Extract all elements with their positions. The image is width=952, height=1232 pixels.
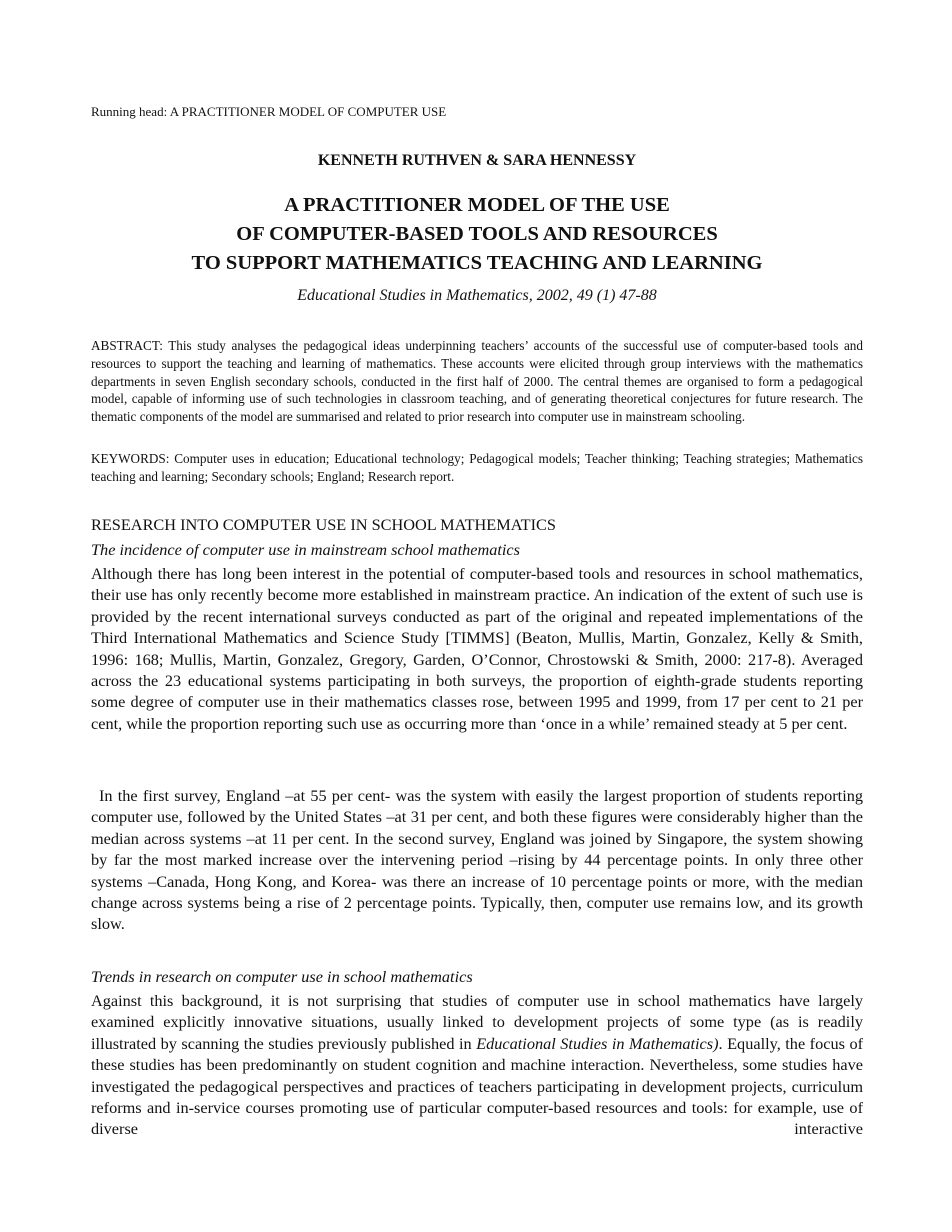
abstract: ABSTRACT: This study analyses the pedagogical ideas underpinning teachers’ accounts of the successful use of computer-based tools and resources to support the teaching and learning of mathematics. These accounts were elicited through group interviews with the mathematics departments in seven English secondary schools, conducted in the first half of 2000. The central themes are organised to form a pedagogical model, capable of informing use of such technologies in classroom teaching, and of generating theoretical conjectures for future research. The thematic components of the model are summarised and related to prior research into computer use in mainstream schooling. <box>91 338 863 425</box>
paragraph-trends-1 <box>91 990 863 1140</box>
section-heading: RESEARCH INTO COMPUTER USE IN SCHOOL MATHEMATICS <box>91 515 556 534</box>
keywords: KEYWORDS: Computer uses in education; Educational technology; Pedagogical models; Teacher thinking; Teaching strategies; Mathematics teaching and learning; Secondary schools; England; Research report. <box>91 451 863 484</box>
paragraph-incidence-2: In the first survey, England –at 55 per cent- was the system with easily the largest proportion of students reporting computer use, followed by the United States –at 31 per cent, and both these figures were considerably higher than the median across systems –at 11 per cent. In the second survey, England was joined by Singapore, the system showing by far the most marked increase over the intervening period –rising by 44 percentage points. In only three other systems –Canada, Hong Kong, and Korea- was there an increase of 10 percentage points or more, with the median change across systems being a rise of 2 percentage points. Typically, then, computer use remains low, and its growth slow. <box>91 786 863 934</box>
journal-name-italic: Educational Studies in Mathematics) <box>476 1033 719 1053</box>
running-head: Running head: A PRACTITIONER MODEL OF COMPUTER USE <box>91 104 447 119</box>
title-line-2: OF COMPUTER-BASED TOOLS AND RESOURCES <box>236 223 718 245</box>
paragraph-text: . Equally, the focus of these studies has been predominantly on student cognition and machine interaction. Nevertheless, some studies have investigated the pedagogical perspectives and practices of teachers participating in development projects, curriculum reforms and in-service courses promoting use of particular computer-based resources and tools: for example, use of diverse interactive <box>91 1033 864 1139</box>
authors: KENNETH RUTHVEN & SARA HENNESSY <box>317 152 637 169</box>
paper-title <box>91 191 863 278</box>
title-line-1: A PRACTITIONER MODEL OF THE USE <box>284 194 670 216</box>
paragraph-text: Against this background, it is not surprising that studies of computer use in school mathematics have largely examined explicitly innovative situations, usually linked to development projects of some type (as is readily illustrated by scanning the studies previously published in <box>91 991 863 1053</box>
journal-citation: Educational Studies in Mathematics, 2002, 49 (1) 47-88 <box>297 287 657 304</box>
subsection-heading-incidence: The incidence of computer use in mainstream school mathematics <box>91 540 520 559</box>
subsection-heading-trends: Trends in research on computer use in school mathematics <box>91 967 473 986</box>
title-line-3: TO SUPPORT MATHEMATICS TEACHING AND LEARNING <box>191 252 763 274</box>
paragraph-incidence-1: Although there has long been interest in the potential of computer-based tools and resources in school mathematics, their use has only recently become more established in mainstream practice. An indication of the extent of such use is provided by the recent international surveys conducted as part of the original and repeated implementations of the Third International Mathematics and Science Study [TIMMS] (Beaton, Mullis, Martin, Gonzalez, Kelly & Smith, 1996: 168; Mullis, Martin, Gonzalez, Gregory, Garden, O’Connor, Chrostowski & Smith, 2000: 217-8). Averaged across the 23 educational systems participating in both surveys, the proportion of eighth-grade students reporting some degree of computer use in their mathematics classes rose, between 1995 and 1999, from 17 per cent to 21 per cent, while the proportion reporting such use as occurring more than ‘once in a while’ remained steady at 5 per cent. <box>91 564 863 733</box>
